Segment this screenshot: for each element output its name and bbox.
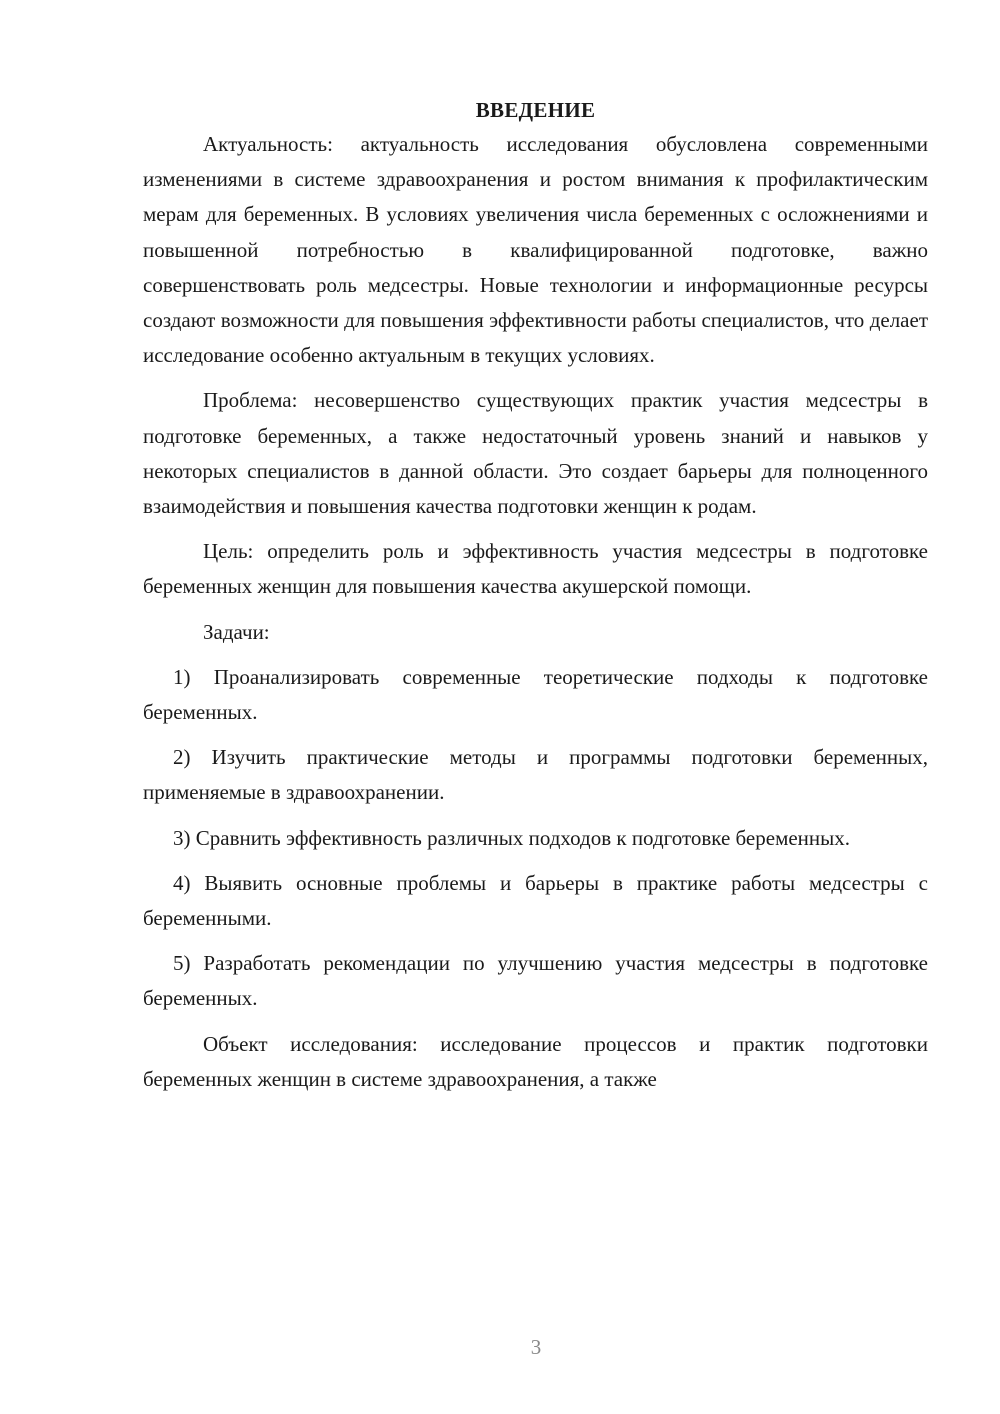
task-item-2: 2) Изучить практические методы и программы подготовки беременных, применяемые в здравоохранении.	[143, 745, 928, 805]
paragraph-object: Объект исследования: исследование процессов и практик подготовки беременных женщин в системе здравоохранения, а также	[143, 1031, 928, 1091]
tasks-label: Задачи:	[203, 619, 270, 644]
paragraph-problem: Проблема: несовершенство существующих практик участия медсестры в подготовке беременных, а также недостаточный уровень знаний и навыков у некоторых специалистов в данной области. Это создает барьеры для полноценного взаимодействия и повышения качества подготовки женщин к родам.	[143, 388, 928, 519]
document-page	[143, 95, 928, 1107]
task-item-1: 1) Проанализировать современные теоретические подходы к подготовке беременных.	[143, 664, 928, 725]
task-item-4: 4) Выявить основные проблемы и барьеры в практике работы медсестры с беременными.	[143, 870, 928, 931]
section-heading: ВВЕДЕНИЕ	[475, 98, 596, 122]
page-number: 3	[530, 1335, 542, 1359]
task-item-3: 3) Сравнить эффективность различных подходов к подготовке беременных.	[173, 825, 851, 850]
task-item-5: 5) Разработать рекомендации по улучшению участия медсестры в подготовке беременных.	[143, 951, 928, 1011]
paragraph-relevance: Актуальность: актуальность исследования обусловлена современными изменениями в системе здравоохранения и ростом внимания к профилактическим мерам для беременных. В условиях увеличения числа беременных с осложнениями и повышенной потребностью в квалифицированной подготовке, важно совершенствовать роль медсестры. Новые технологии и информационные ресурсы создают возможности для повышения эффективности работы специалистов, что делает исследование особенно актуальным в текущих условиях.	[143, 132, 928, 368]
paragraph-goal: Цель: определить роль и эффективность участия медсестры в подготовке беременных женщин для повышения качества акушерской помощи.	[143, 539, 928, 599]
